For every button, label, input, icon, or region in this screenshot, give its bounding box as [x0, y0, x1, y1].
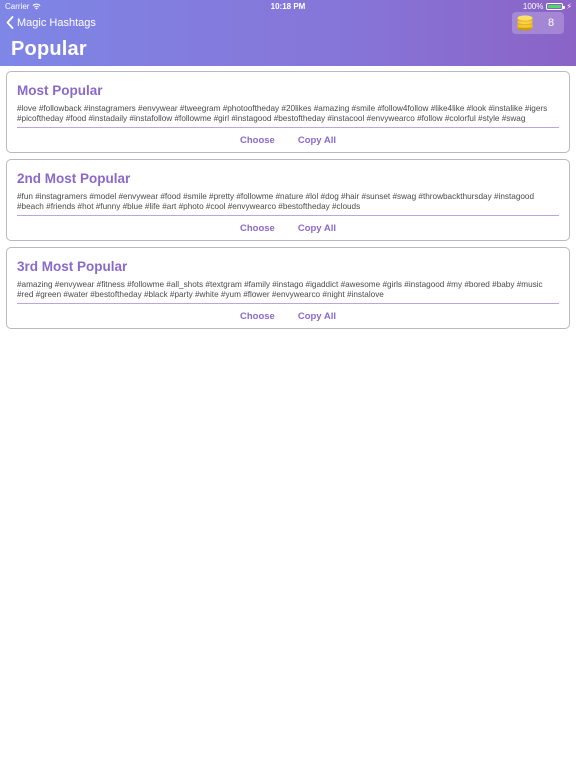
battery-percent: 100% — [522, 2, 544, 11]
chevron-left-icon — [6, 16, 14, 29]
coins-button[interactable] — [512, 12, 564, 34]
card-actions — [17, 304, 559, 328]
hashtag-card — [6, 71, 570, 153]
copy-all-button[interactable]: Copy All — [297, 310, 337, 322]
status-bar — [0, 0, 576, 13]
card-actions — [17, 128, 559, 152]
page-title: Popular — [11, 38, 87, 60]
hashtag-card — [6, 159, 570, 241]
choose-button[interactable]: Choose — [239, 222, 275, 234]
hashtag-text: #fun #instagramers #model #envywear #food #smile #pretty #followme #nature #lol #dog #hair #sunset #swag #throwbackthursday #instagood #beach #friends #hot #funny #blue #life #art #photo #cool #envywearco #bestoftheday #clouds — [17, 192, 535, 211]
copy-all-button[interactable]: Copy All — [297, 134, 337, 146]
battery-icon — [546, 3, 563, 10]
back-button[interactable] — [6, 16, 96, 29]
status-time: 10:18 PM — [270, 2, 306, 11]
hashtag-card — [6, 247, 570, 329]
hashtag-list — [6, 71, 570, 335]
carrier-label: Carrier — [5, 2, 30, 11]
charging-icon: ⚡ — [566, 2, 572, 11]
copy-all-button[interactable]: Copy All — [297, 222, 337, 234]
hashtag-text: #amazing #envywear #fitness #followme #all_shots #textgram #family #instago #igaddict #awesome #girls #instagood #my #bored #baby #music #red #green #water #bestoftheday #black #party #white #yum #flower #envywearco #night #instalove — [17, 280, 543, 299]
coin-count: 8 — [548, 17, 555, 29]
back-button-label: Magic Hashtags — [17, 16, 96, 29]
navigation-header — [0, 0, 576, 66]
choose-button[interactable]: Choose — [239, 310, 275, 322]
coin-stack-icon — [516, 15, 534, 31]
hashtag-text: #love #followback #instagramers #envywear #tweegram #photooftheday #20likes #amazing #smile #follow4follow #like4like #look #instalike #igers #picoftheday #food #instadaily #instafollow #followme #girl #instagood #bestoftheday #instacool #envywearco #follow #colorful #style #swag — [17, 104, 548, 123]
card-title: 2nd Most Popular — [17, 171, 131, 186]
card-title: Most Popular — [17, 83, 103, 98]
choose-button[interactable]: Choose — [239, 134, 275, 146]
card-actions — [17, 216, 559, 240]
card-title: 3rd Most Popular — [17, 259, 128, 274]
